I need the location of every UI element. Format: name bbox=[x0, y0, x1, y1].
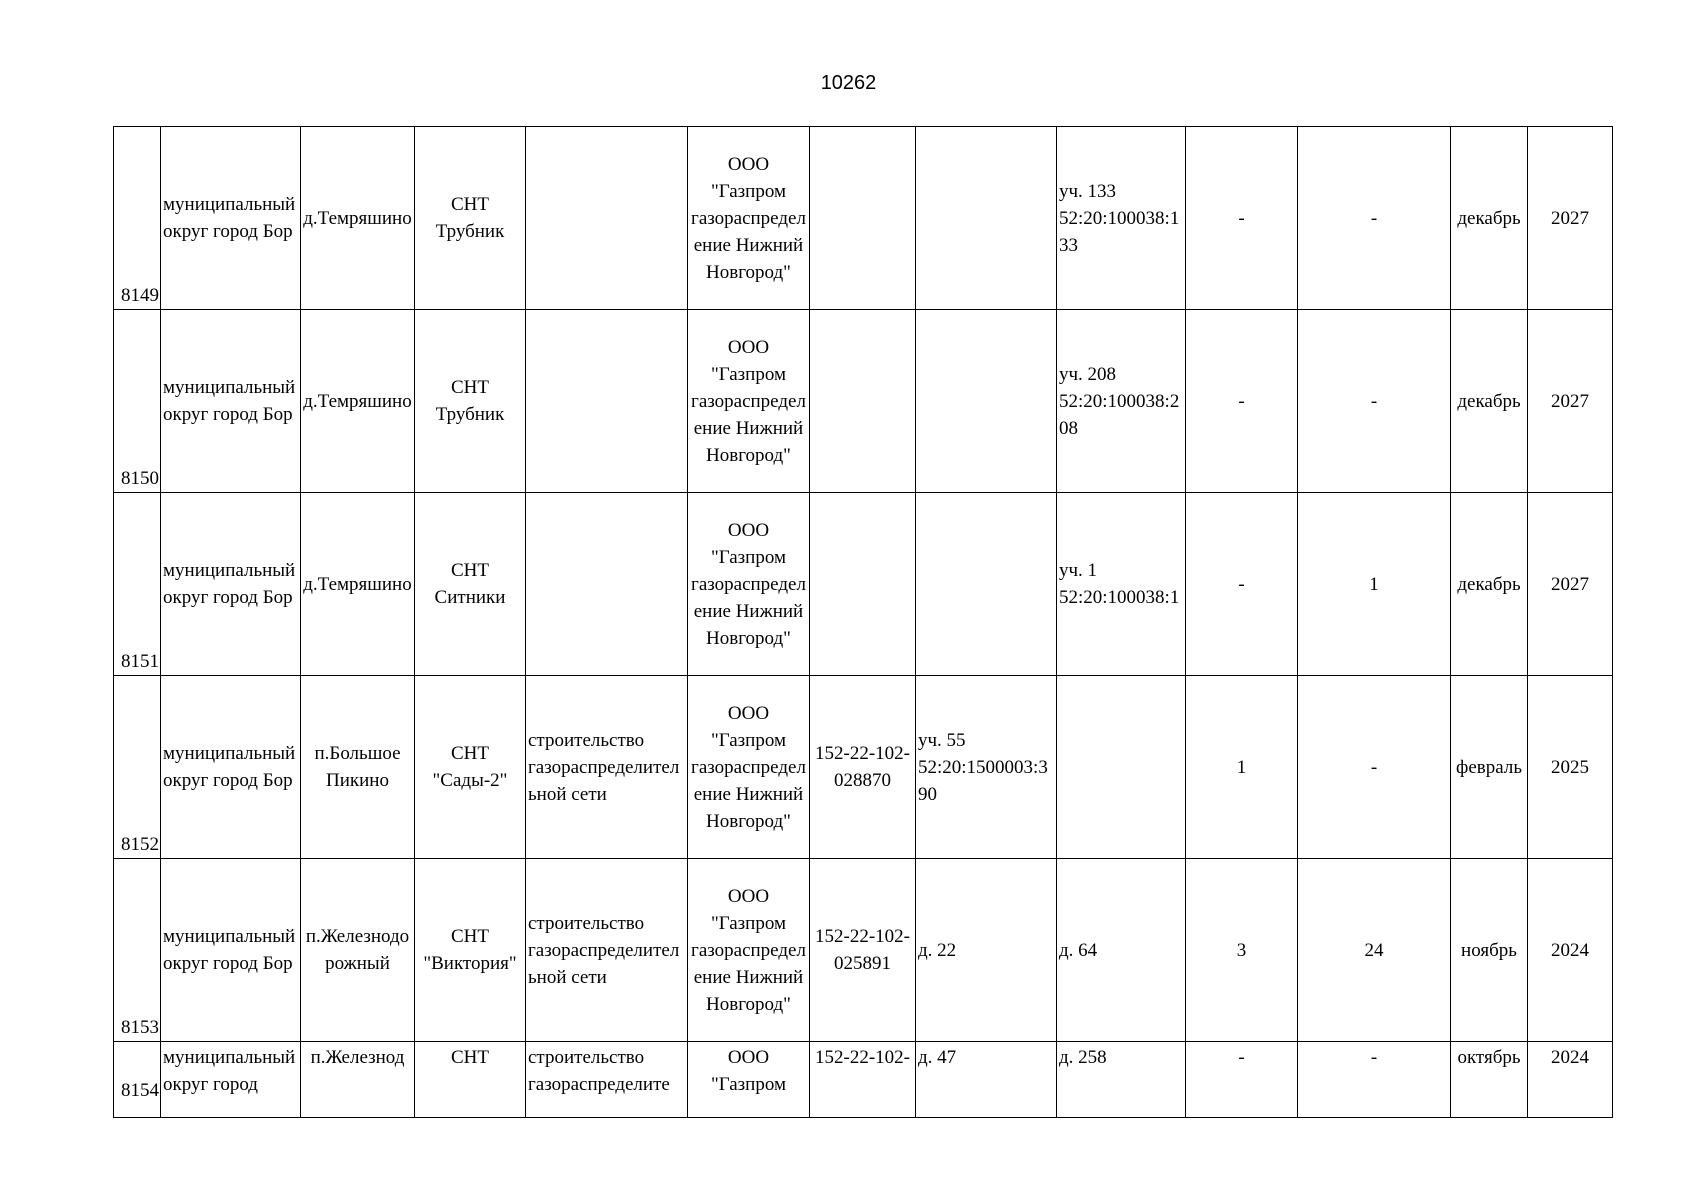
month-cell: декабрь bbox=[1451, 127, 1528, 310]
work-type-cell bbox=[526, 310, 688, 493]
locality-cell: п.Железнод bbox=[301, 1042, 415, 1118]
work-type-cell bbox=[526, 127, 688, 310]
work-type-cell: строительство газораспределительной сети bbox=[526, 676, 688, 859]
address-to-cell bbox=[1057, 676, 1186, 859]
address-from-cell bbox=[916, 310, 1057, 493]
row-number: 8151 bbox=[114, 493, 161, 676]
month-cell: февраль bbox=[1451, 676, 1528, 859]
quantity-2-cell: 1 bbox=[1298, 493, 1451, 676]
quantity-1-cell: - bbox=[1186, 1042, 1298, 1118]
organization-cell: ООО "Газпром газораспределение Нижний Новгород" bbox=[688, 127, 810, 310]
table-row bbox=[114, 1042, 1613, 1118]
organization-cell: ООО "Газпром газораспределение Нижний Новгород" bbox=[688, 859, 810, 1042]
year-cell: 2024 bbox=[1528, 859, 1613, 1042]
year-cell: 2027 bbox=[1528, 493, 1613, 676]
month-cell: октябрь bbox=[1451, 1042, 1528, 1118]
district-cell: муниципальный округ город Бор bbox=[161, 676, 301, 859]
district-cell: муниципальный округ город Бор bbox=[161, 310, 301, 493]
locality-cell: д.Темряшино bbox=[301, 493, 415, 676]
address-from-cell bbox=[916, 493, 1057, 676]
quantity-1-cell: 1 bbox=[1186, 676, 1298, 859]
work-type-cell: строительство газораспределите bbox=[526, 1042, 688, 1118]
quantity-2-cell: - bbox=[1298, 1042, 1451, 1118]
row-number: 8153 bbox=[114, 859, 161, 1042]
work-type-cell: строительство газораспределительной сети bbox=[526, 859, 688, 1042]
object-cell: СНТ "Сады-2" bbox=[415, 676, 526, 859]
year-cell: 2027 bbox=[1528, 310, 1613, 493]
address-to-cell: д. 64 bbox=[1057, 859, 1186, 1042]
quantity-1-cell: - bbox=[1186, 127, 1298, 310]
month-cell: декабрь bbox=[1451, 310, 1528, 493]
page-number: 10262 bbox=[820, 72, 877, 94]
row-number: 8150 bbox=[114, 310, 161, 493]
object-cell: СНТ Трубник bbox=[415, 127, 526, 310]
locality-cell: д.Темряшино bbox=[301, 310, 415, 493]
organization-cell: ООО "Газпром газораспределение Нижний Новгород" bbox=[688, 676, 810, 859]
district-cell: муниципальный округ город Бор bbox=[161, 493, 301, 676]
contract-number-cell bbox=[810, 127, 916, 310]
address-to-cell: д. 258 bbox=[1057, 1042, 1186, 1118]
quantity-1-cell: - bbox=[1186, 493, 1298, 676]
address-to-cell: уч. 208 52:20:100038:208 bbox=[1057, 310, 1186, 493]
row-number: 8149 bbox=[114, 127, 161, 310]
organization-cell: ООО "Газпром газораспределение Нижний Новгород" bbox=[688, 310, 810, 493]
table-row bbox=[114, 127, 1613, 310]
contract-number-cell: 152-22-102- bbox=[810, 1042, 916, 1118]
object-cell: СНТ "Виктория" bbox=[415, 859, 526, 1042]
organization-cell: ООО "Газпром газораспределение Нижний Новгород" bbox=[688, 493, 810, 676]
year-cell: 2027 bbox=[1528, 127, 1613, 310]
district-cell: муниципальный округ город Бор bbox=[161, 859, 301, 1042]
contract-number-cell bbox=[810, 310, 916, 493]
address-to-cell: уч. 1 52:20:100038:1 bbox=[1057, 493, 1186, 676]
object-cell: СНТ Ситники bbox=[415, 493, 526, 676]
organization-cell: ООО "Газпром bbox=[688, 1042, 810, 1118]
district-cell: муниципальный округ город bbox=[161, 1042, 301, 1118]
year-cell: 2025 bbox=[1528, 676, 1613, 859]
locality-cell: п.Железнодорожный bbox=[301, 859, 415, 1042]
contract-number-cell: 152-22-102-025891 bbox=[810, 859, 916, 1042]
year-cell: 2024 bbox=[1528, 1042, 1613, 1118]
contract-number-cell: 152-22-102-028870 bbox=[810, 676, 916, 859]
address-from-cell bbox=[916, 127, 1057, 310]
address-to-cell: уч. 133 52:20:100038:133 bbox=[1057, 127, 1186, 310]
work-type-cell bbox=[526, 493, 688, 676]
quantity-2-cell: - bbox=[1298, 127, 1451, 310]
address-from-cell: д. 47 bbox=[916, 1042, 1057, 1118]
contract-number-cell bbox=[810, 493, 916, 676]
locality-cell: п.Большое Пикино bbox=[301, 676, 415, 859]
locality-cell: д.Темряшино bbox=[301, 127, 415, 310]
quantity-2-cell: - bbox=[1298, 310, 1451, 493]
quantity-2-cell: 24 bbox=[1298, 859, 1451, 1042]
quantity-1-cell: - bbox=[1186, 310, 1298, 493]
table-row bbox=[114, 310, 1613, 493]
gasification-schedule-table bbox=[113, 126, 1613, 1118]
table-row bbox=[114, 859, 1613, 1042]
month-cell: декабрь bbox=[1451, 493, 1528, 676]
object-cell: СНТ Трубник bbox=[415, 310, 526, 493]
quantity-1-cell: 3 bbox=[1186, 859, 1298, 1042]
district-cell: муниципальный округ город Бор bbox=[161, 127, 301, 310]
row-number: 8152 bbox=[114, 676, 161, 859]
address-from-cell: д. 22 bbox=[916, 859, 1057, 1042]
quantity-2-cell: - bbox=[1298, 676, 1451, 859]
table-row bbox=[114, 676, 1613, 859]
address-from-cell: уч. 55 52:20:1500003:390 bbox=[916, 676, 1057, 859]
table-row bbox=[114, 493, 1613, 676]
month-cell: ноябрь bbox=[1451, 859, 1528, 1042]
row-number: 8154 bbox=[114, 1042, 161, 1118]
object-cell: СНТ bbox=[415, 1042, 526, 1118]
